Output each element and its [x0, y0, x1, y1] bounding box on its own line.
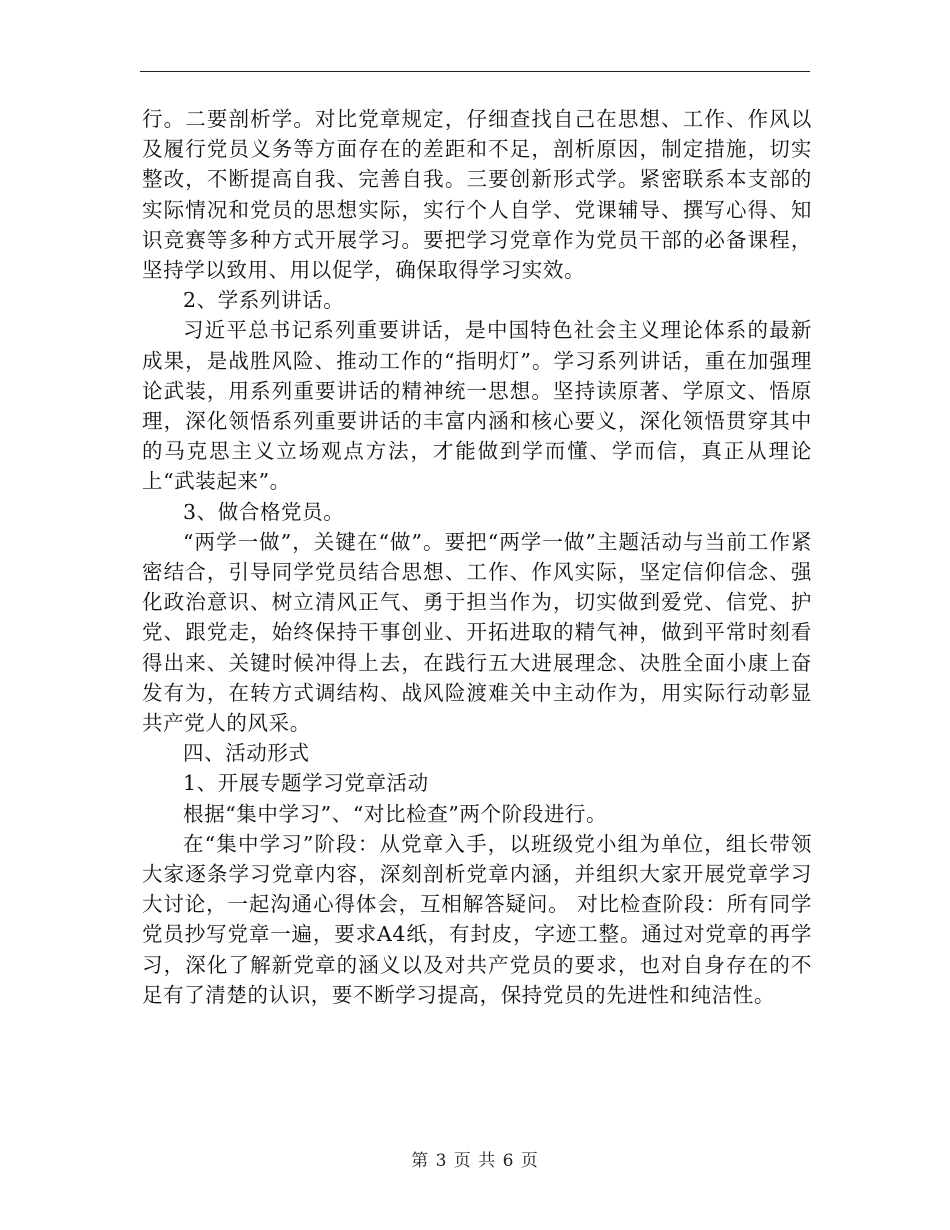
subheading-party-constitution-study: 1、开展专题学习党章活动 — [183, 771, 429, 796]
subheading-study-speeches: 2、学系列讲话。 — [183, 288, 345, 313]
paragraph-stage-details: 在“集中学习”阶段：从党章入手，以班级党小组为单位，组长带领大家逐条学习党章内容，深刻剖析党章内涵，并组织大家开展党章学习大讨论，一起沟通心得体会，互相解答疑问。 对比检查阶段：所有同学党员抄写党章一遍，要求A4纸，有封皮，字迹工整。通过对党章的再学习，深化了解新党章的涵义以及对共产党员的要求，也对自身存在的不足有了清楚的认识，要不断学习提高，保持党员的先进性和纯洁性。 — [142, 831, 812, 1007]
header-rule — [140, 71, 810, 72]
document-body — [142, 104, 812, 1010]
paragraph-two-stages: 根据“集中学习”、“对比检查”两个阶段进行。 — [183, 801, 608, 826]
paragraph-qualified-member: “两学一做”，关键在“做”。要把“两学一做”主题活动与当前工作紧密结合，引导同学党员结合思想、工作、作风实际，坚定信仰信念、强化政治意识、树立清风正气、勇于担当作为，切实做到爱党、信党、护党、跟党走，始终保持干事创业、开拓进取的精气神，做到平常时刻看得出来、关键时候冲得上去，在践行五大进展理念、决胜全面小康上奋发有为，在转方式调结构、战风险渡难关中主动作为，用实际行动彰显共产党人的风采。 — [142, 529, 812, 736]
page-number-footer: 第 3 页 共 6 页 — [411, 1151, 539, 1171]
paragraph-study-methods: 行。二要剖析学。对比党章规定，仔细查找自己在思想、工作、作风以及履行党员义务等方面存在的差距和不足，剖析原因，制定措施，切实整改，不断提高自我、完善自我。三要创新形式学。紧密联系本支部的实际情况和党员的思想实际，实行个人自学、党课辅导、撰写心得、知识竞赛等多种方式开展学习。要把学习党章作为党员干部的必备课程，坚持学以致用、用以促学，确保取得学习实效。 — [142, 107, 812, 283]
paragraph-speeches: 习近平总书记系列重要讲话，是中国特色社会主义理论体系的最新成果，是战胜风险、推动工作的“指明灯”。学习系列讲话，重在加强理论武装，用系列重要讲话的精神统一思想。坚持读原著、学原文、悟原理，深化领悟系列重要讲话的丰富内涵和核心要义，深化领悟贯穿其中的马克思主义立场观点方法，才能做到学而懂、学而信，真正从理论上“武装起来”。 — [142, 318, 812, 494]
subheading-qualified-member: 3、做合格党员。 — [183, 499, 345, 524]
section-heading-activity-forms: 四、活动形式 — [183, 741, 310, 766]
